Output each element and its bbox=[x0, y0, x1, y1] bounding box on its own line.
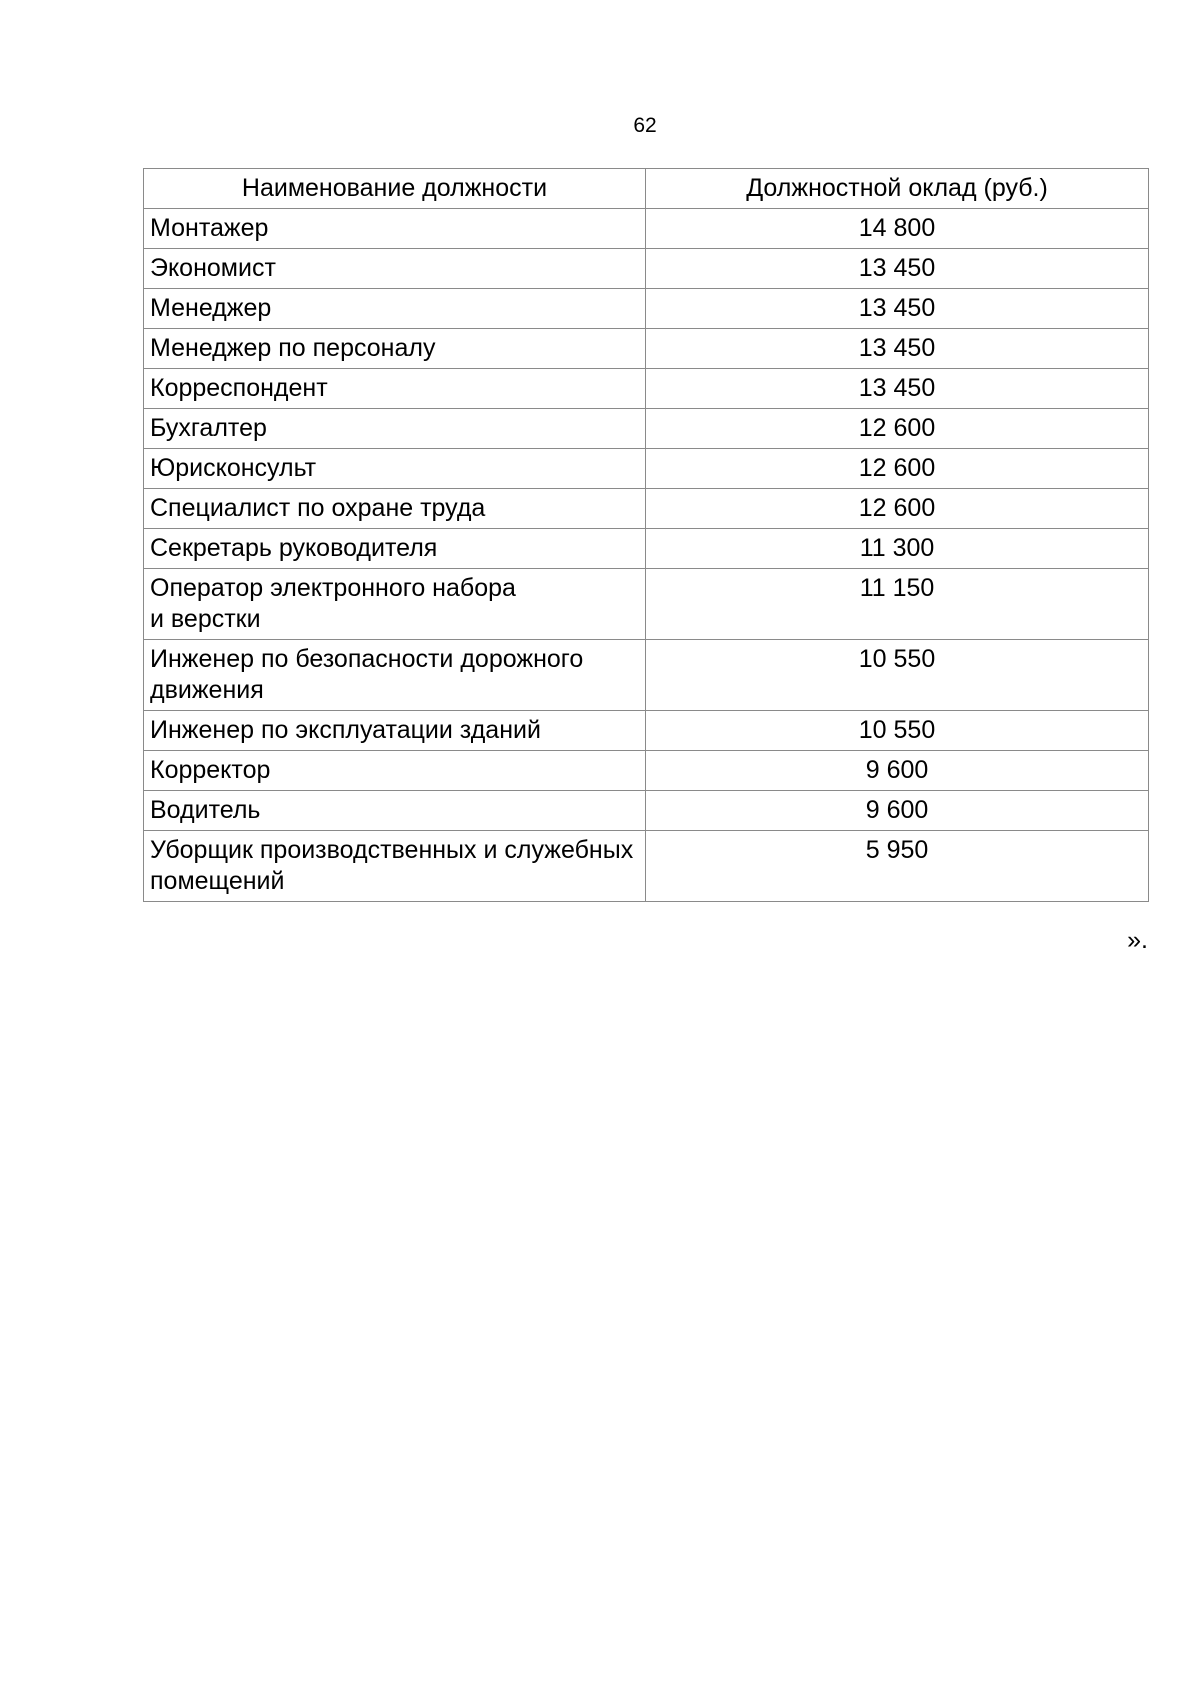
table-row bbox=[144, 449, 1149, 489]
salary-cell: 13 450 bbox=[646, 369, 1149, 409]
position-cell: Специалист по охране труда bbox=[144, 489, 646, 529]
position-cell: Корректор bbox=[144, 751, 646, 791]
salary-cell: 14 800 bbox=[646, 209, 1149, 249]
salary-cell: 12 600 bbox=[646, 449, 1149, 489]
table-row bbox=[144, 711, 1149, 751]
table-row bbox=[144, 409, 1149, 449]
salary-cell: 11 300 bbox=[646, 529, 1149, 569]
position-cell: Экономист bbox=[144, 249, 646, 289]
table-row bbox=[144, 289, 1149, 329]
salary-cell: 10 550 bbox=[646, 711, 1149, 751]
column-header-salary: Должностной оклад (руб.) bbox=[646, 169, 1149, 209]
position-cell: Бухгалтер bbox=[144, 409, 646, 449]
table-row bbox=[144, 369, 1149, 409]
table-row bbox=[144, 249, 1149, 289]
position-cell: Юрисконсульт bbox=[144, 449, 646, 489]
table-row bbox=[144, 751, 1149, 791]
salary-table bbox=[143, 168, 1149, 902]
salary-cell: 13 450 bbox=[646, 289, 1149, 329]
table-row bbox=[144, 640, 1149, 711]
closing-quote-mark: ». bbox=[1127, 926, 1148, 954]
position-cell: Уборщик производственных и служебных помещений bbox=[144, 831, 646, 902]
table-header-row bbox=[144, 169, 1149, 209]
salary-cell: 9 600 bbox=[646, 751, 1149, 791]
table-row bbox=[144, 831, 1149, 902]
salary-cell: 5 950 bbox=[646, 831, 1149, 902]
salary-cell: 10 550 bbox=[646, 640, 1149, 711]
salary-cell: 13 450 bbox=[646, 249, 1149, 289]
salary-cell: 12 600 bbox=[646, 489, 1149, 529]
position-cell: Инженер по безопасности дорожного движения bbox=[144, 640, 646, 711]
salary-cell: 11 150 bbox=[646, 569, 1149, 640]
salary-cell: 9 600 bbox=[646, 791, 1149, 831]
table-row bbox=[144, 569, 1149, 640]
position-cell: Менеджер bbox=[144, 289, 646, 329]
position-cell: Инженер по эксплуатации зданий bbox=[144, 711, 646, 751]
position-cell: Оператор электронного набора и верстки bbox=[144, 569, 646, 640]
position-cell: Секретарь руководителя bbox=[144, 529, 646, 569]
table-row bbox=[144, 329, 1149, 369]
position-cell: Монтажер bbox=[144, 209, 646, 249]
position-cell: Водитель bbox=[144, 791, 646, 831]
salary-cell: 12 600 bbox=[646, 409, 1149, 449]
table-row bbox=[144, 529, 1149, 569]
table-row bbox=[144, 791, 1149, 831]
page-number: 62 bbox=[633, 114, 657, 137]
table-row bbox=[144, 489, 1149, 529]
salary-cell: 13 450 bbox=[646, 329, 1149, 369]
table-row bbox=[144, 209, 1149, 249]
position-cell: Менеджер по персоналу bbox=[144, 329, 646, 369]
column-header-position: Наименование должности bbox=[144, 169, 646, 209]
table-body bbox=[144, 209, 1149, 902]
position-cell: Корреспондент bbox=[144, 369, 646, 409]
